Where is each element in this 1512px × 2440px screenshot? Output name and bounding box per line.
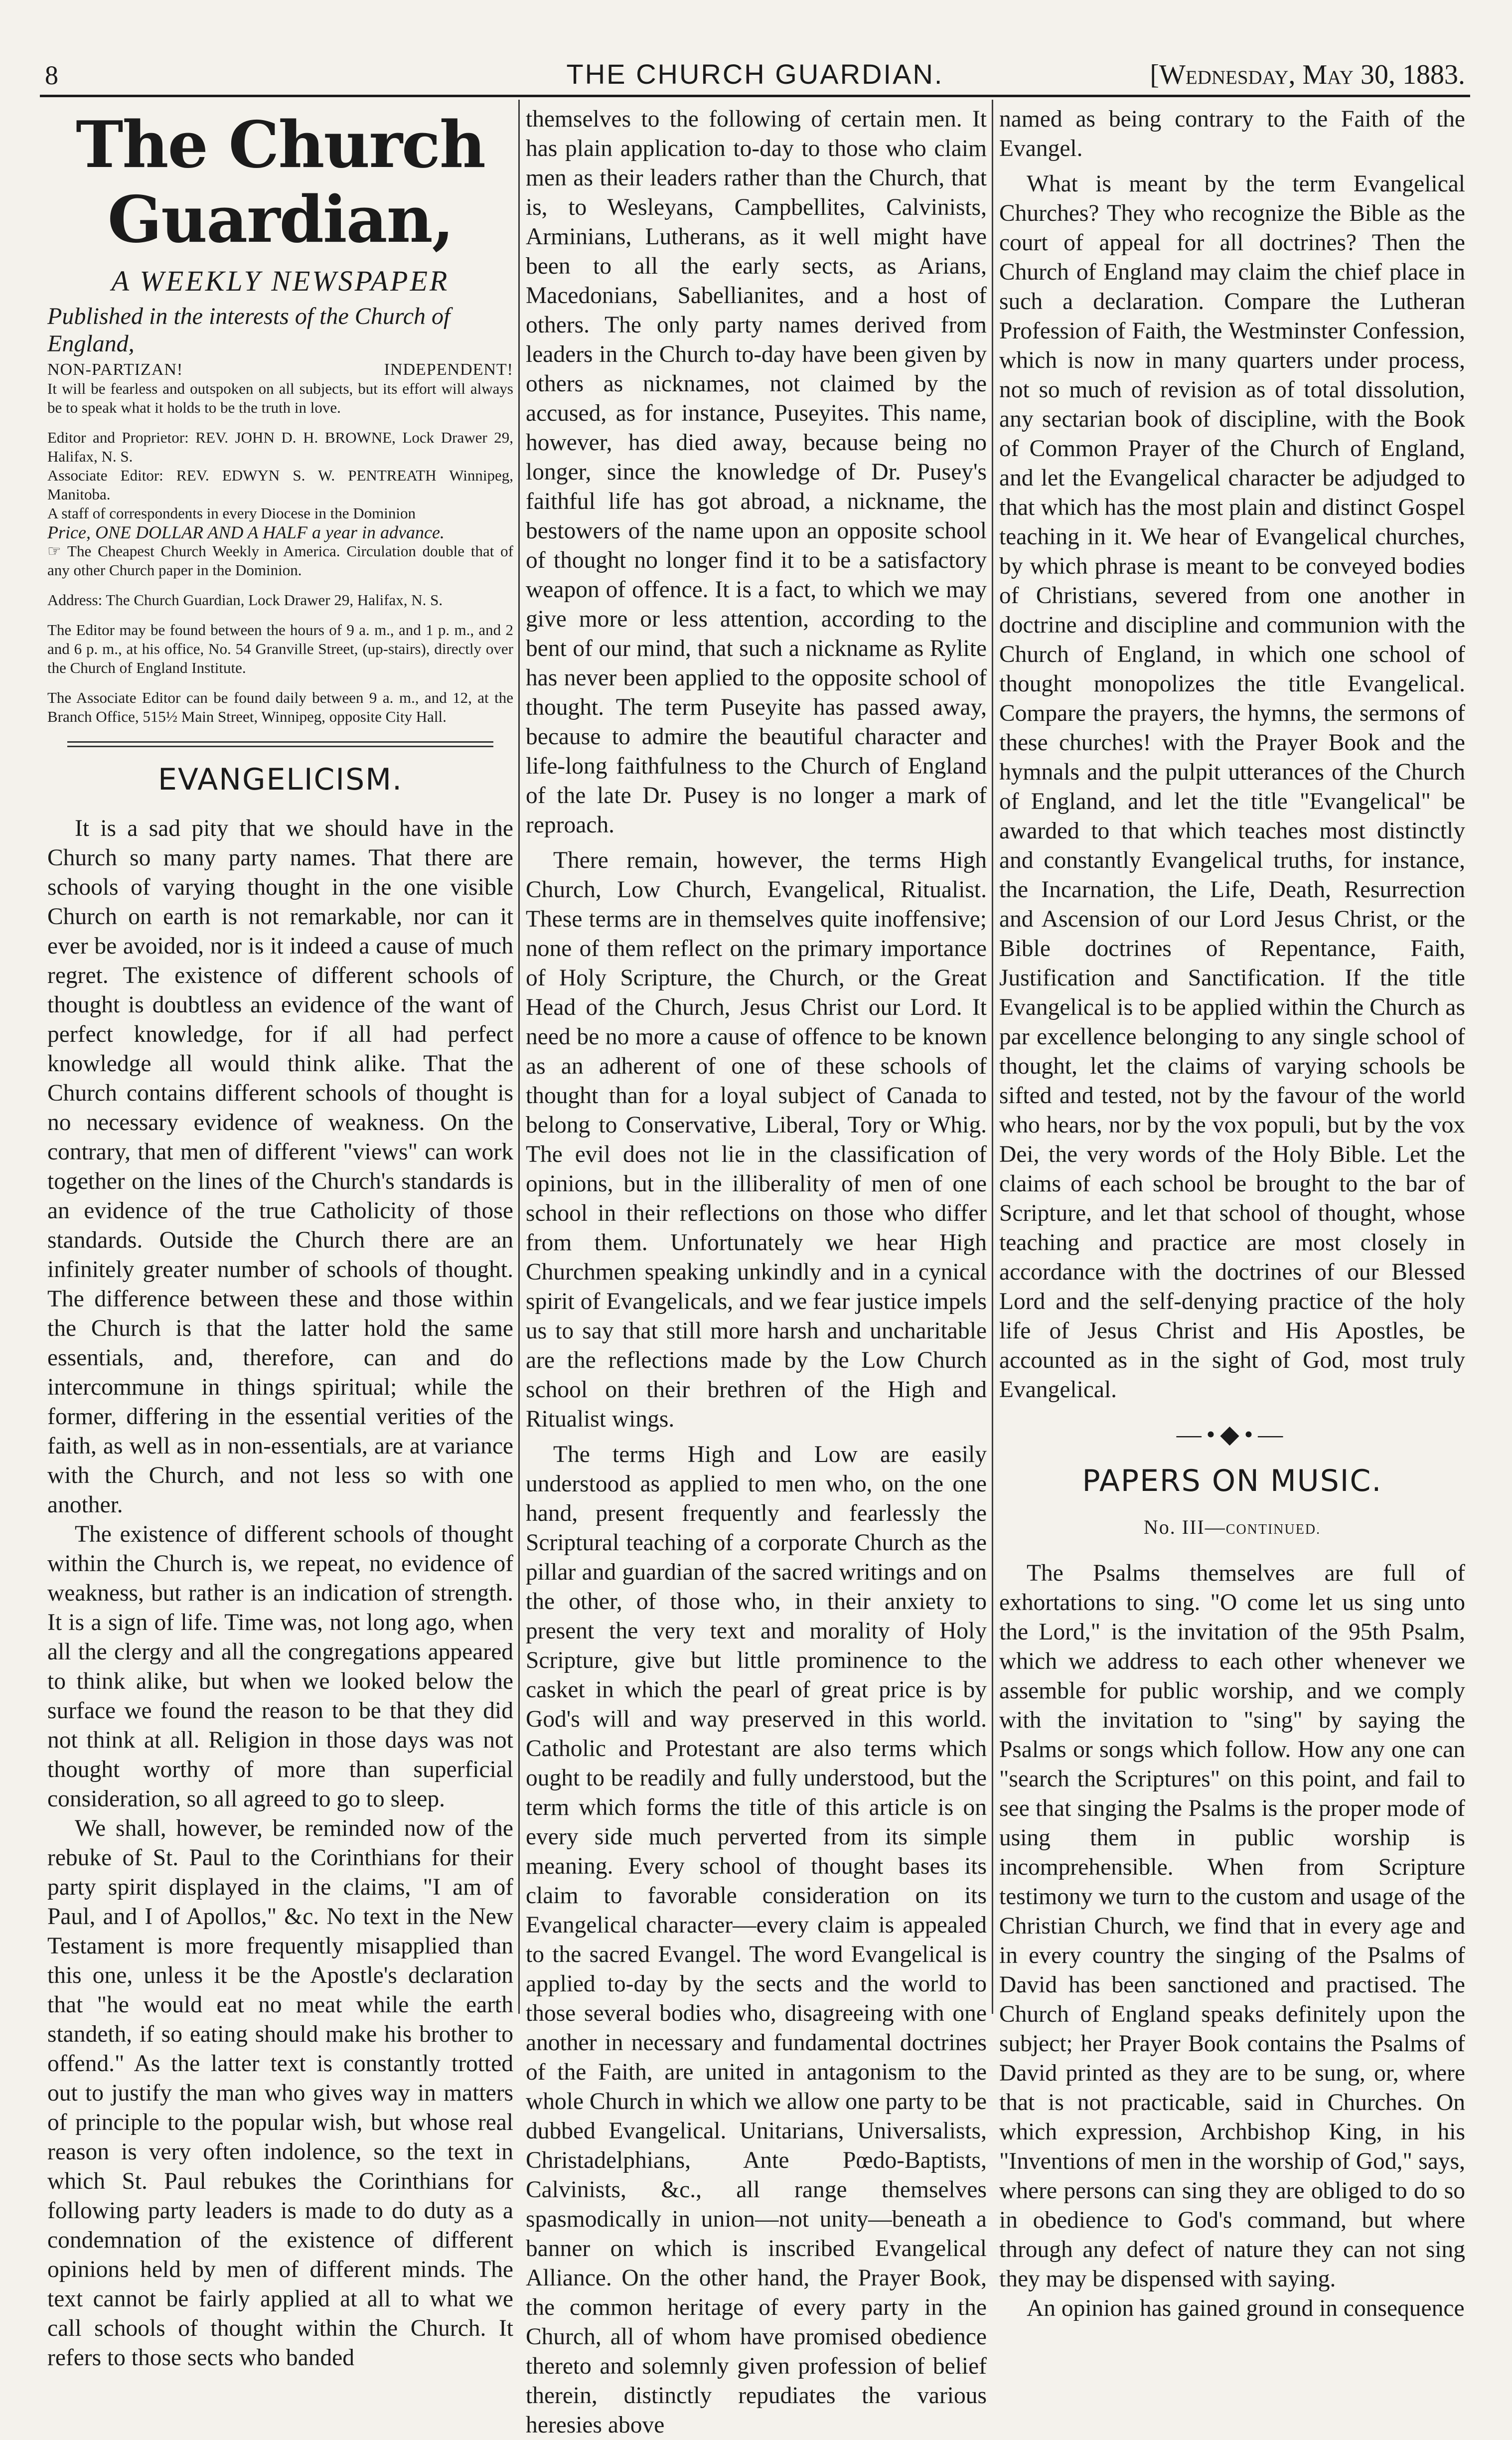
masthead-title: The Church Guardian,: [76, 108, 485, 257]
article-paragraph: What is meant by the term Evangelical Churches? They who recognize the Bible as the court of appeal for all doctrines? Then the Church of England may claim the chief place in such a declaration. Compare the Lutheran Profession of Faith, the Westminster Confession, which is now in many quarters under process, not so much of revision as of total dissolution, any sectarian book of discipline, with the Book of Common Prayer of the Church of England, and let the Evangelical character be adjudged to that which has the most plain and distinct Gospel teaching in it. We hear of Evangelical churches, by which phrase is meant to be conveyed bodies of Christians, severed from one another in doctrine and discipline and communion with the Church of England, in which one school of thought monopolizes the title Evangelical. Compare the prayers, the hymns, the sermons of these churches! with the Prayer Book and the hymnals and the pulpit utterances of the Church of England, and let the title "Evangelical" be awarded to that which teaches most distinctly and constantly Evangelical truths, for instance, the Incarnation, the Life, Death, Resurrection and Ascension of our Lord Jesus Christ, or the Bible doctrines of Repentance, Faith, Justification and Sanctification. If the title Evangelical is to be applied within the Church as par excellence belonging to any single school of thought, let the claims of varying schools be sifted and tested, not by the favour of the world who hears, nor by the vox populi, but by the vox Dei, the very words of the Holy Bible. Let the claims of each school be brought to the bar of Scripture, and let that school of thought, whose teaching and practice are most closely in accordance with the doctrines of our Blessed Lord and the self-denying practice of the holy life of Jesus Christ and His Apostles, be accounted as in the sight of God, most truly Evangelical.: [999, 171, 1465, 1403]
article-paragraph: There remain, however, the terms High Church, Low Church, Evangelical, Ritualist. These terms are in themselves quite inoffensive; none of them reflect on the primary importance of Holy Scripture, the Church, or the Great Head of the Church, Jesus Christ our Lord. It need be no more a cause of offence to be known as an adherent of one of these schools of thought than for a loyal subject of Canada to belong to Conservative, Liberal, Tory or Whig. The evil does not lie in the classification of opinions, but in the illiberality of men of one school in their reflections on those who differ from them. Unfortunately we hear High Churchmen speaking unkindly and in a cynical spirit of Evangelicals, and we fear justice impels us to say that still more harsh and uncharitable are the reflections made by the Low Church school on their brethren of the High and Ritualist wings.: [526, 847, 987, 1432]
running-header: [40, 50, 1470, 97]
newspaper-running-title: THE CHURCH GUARDIAN.: [566, 58, 944, 90]
column-rule: [518, 100, 520, 2014]
article-paragraph: themselves to the following of certain men. It has plain application to-day to those who claim men as their leaders rather than the Church, that is, to Wesleyans, Campbellites, Calvinists, Arminians, Lutherans, as it well might have been to all the early sects, as Arians, Macedonians, Sabellianites, and a host of others. The only party names derived from leaders in the Church to-day have been given by others as nicknames, not claimed by the accused, as for instance, Puseyites. This name, however, has died away, because being no longer, since the knowledge of Dr. Pusey's faithful life has got abroad, a nickname, the bestowers of the name upon an opposite school of thought no longer find it to be a satisfactory weapon of offence. It is a fact, to which we may give more or less attention, according to the bent of our mind, that such a nickname as Rylite has never been applied to the opposite school of thought. The term Puseyite has passed away, because to admire the beautiful character and life-long faithfulness to the Church of England of the late Dr. Pusey is no longer a mark of reproach.: [526, 106, 987, 838]
ornament-divider: —•◆•—: [1176, 1420, 1288, 1448]
column-2: [526, 105, 987, 2438]
article-heading-evangelicism: EVANGELICISM.: [157, 762, 403, 797]
column-1: [47, 105, 513, 2371]
issue-date: [Wednesday, May 30, 1883.: [1150, 59, 1465, 90]
article-paragraph: The existence of different schools of thought within the Church is, we repeat, no evidence of weakness, but rather is an indication of strength. It is a sign of life. Time was, not long ago, when all the clergy and all the congregations appeared to think alike, but when we looked below the surface we found the reason to be that they did not think at all. Religion in those days was not thought worthy of more than superficial consideration, so all agreed to go to sleep.: [47, 1521, 513, 1812]
masthead: [47, 108, 513, 726]
independent-tag: INDEPENDENT!: [384, 360, 513, 379]
non-partizan-tag: NON-PARTIZAN!: [47, 360, 183, 379]
page-number: 8: [45, 60, 58, 90]
continued-label: CONTINUED.: [1225, 1522, 1321, 1537]
article-paragraph: It is a sad pity that we should have in the Church so many party names. That there are schools of varying thought in the one visible Church on earth is not remarkable, nor can it ever be avoided, nor is it indeed a cause of much regret. The existence of different schools of thought is doubtless an evidence of the want of perfect knowledge, for if all had perfect knowledge all would think alike. That the Church contains different schools of thought is no necessary evidence of weakness. On the contrary, that men of different "views" can work together on the lines of the Church's standards is an evidence of the true Catholicity of those standards. Outside the Church there are an infinitely greater number of schools of thought. The difference between these and those within the Church is that the latter hold the same essentials, and, therefore, can and do intercommune in things spiritual; while the former, differing in the essential verities of the faith, as well as in non-essentials, are at variance with the Church, and not less so with one another.: [47, 815, 513, 1518]
column-3: [999, 105, 1465, 2321]
article-subheading: [999, 1515, 1465, 1539]
associate-editor-hours: The Associate Editor can be found daily between 9 a. m., and 12, at the Branch Office, 515½ Main Street, Winnipeg, opposite City Hall.: [47, 689, 513, 725]
installment-number: No. III—: [1143, 1516, 1226, 1538]
masthead-subtitle: A WEEKLY NEWSPAPER: [111, 265, 450, 297]
masthead-published-line: Published in the interests of the Church of England,: [47, 303, 451, 357]
editor-hours: The Editor may be found between the hours of 9 a. m., and 1 p. m., and 2 and 6 p. m., at his office, No. 54 Granville Street, (up-stairs), directly over the Church of England Institute.: [47, 621, 513, 676]
column-rule: [992, 100, 993, 2014]
article-paragraph: The terms High and Low are easily understood as applied to men who, on the one hand, present frequently and fearlessly the Scriptural teaching of a corporate Church as the pillar and guardian of the sacred writings and on the other, of those who, in their anxiety to present the very text and morality of Holy Scripture, give but little prominence to the casket in which the pearl of great price is by God's will and way preserved in this world. Catholic and Protestant are also terms which ought to be readily and fully understood, but the term which forms the title of this article is on every side much perverted from its simple meaning. Every school of thought bases its claim to favorable consideration on its Evangelical character—every claim is appealed to the sacred Evangel. The word Evangelical is applied to-day by the sects and the world to those several bodies who, disagreeing with one another in necessary and fundamental doctrines of the Faith, are united in antagonism to the whole Church in which we allow one party to be dubbed Evangelical. Unitarians, Universalists, Christadelphians, Ante Pœdo-Baptists, Calvinists, &c., all range themselves spasmodically in union—not unity—beneath a banner on which is inscribed Evangelical Alliance. On the other hand, the Prayer Book, the common heritage of every party in the Church, all of whom have promised obedience thereto and solemnly given profession of belief therein, distinctly repudiates the various heresies above: [526, 1442, 987, 2438]
price-line: Price, ONE DOLLAR AND A HALF a year in advance.: [47, 522, 445, 542]
editor-line: Editor and Proprietor: REV. JOHN D. H. BROWNE, Lock Drawer 29, Halifax, N. S.: [47, 429, 513, 465]
article-paragraph: The Psalms themselves are full of exhortations to sing. "O come let us sing unto the Lord," is the invitation of the 95th Psalm, which we address to each other whenever we assemble for public worship, and we comply with the invitation to "sing" by saying the Psalms or songs which follow. How any one can "search the Scriptures" on this point, and fail to see that singing the Psalms is the proper mode of using them in public worship is incomprehensible. When from Scripture testimony we turn to the custom and usage of the Christian Church, we find that in every age and in every country the singing of the Psalms of David has been sanctioned and practised. The Church of England speaks definitely upon the subject; her Prayer Book contains the Psalms of David printed as they are to be sung, or, where that is not practicable, said in Churches. On which expression, Archbishop King, in his "Inventions of men in the worship of God," says, where persons can sing they are obliged to do so in obedience to God's command, but where through any defect of nature they can not sing they may be dispensed with saying.: [999, 1560, 1465, 2292]
article-paragraph: An opinion has gained ground in consequence: [1027, 2295, 1465, 2321]
circulation-line: ☞ The Cheapest Church Weekly in America. Circulation double that of any other Church paper in the Dominion.: [47, 542, 513, 579]
address-line: Address: The Church Guardian, Lock Drawer 29, Halifax, N. S.: [47, 591, 443, 609]
article-heading-music: PAPERS ON MUSIC.: [1082, 1464, 1382, 1498]
article-paragraph: We shall, however, be reminded now of the rebuke of St. Paul to the Corinthians for their party spirit displayed in the claims, "I am of Paul, and I of Apollos," &c. No text in the New Testament is more frequently misapplied than this one, unless it be the Apostle's declaration that "he would eat no meat while the earth standeth, if so eating should make his brother to offend." As the latter text is constantly trotted out to justify the man who gives way in matters of principle to the popular wish, but whose real reason is very often indolence, so the text in which St. Paul rebukes the Corinthians for following party leaders is made to do duty as a condemnation of the existence of different opinions held by men of different minds. The text cannot be fairly applied at all to what we call schools of thought within the Church. It refers to those sects who banded: [47, 1815, 513, 2371]
associate-editor-line: Associate Editor: REV. EDWYN S. W. PENTREATH Winnipeg, Manitoba.: [47, 467, 513, 503]
article-paragraph: named as being contrary to the Faith of the Evangel.: [999, 106, 1465, 162]
correspondents-line: A staff of correspondents in every Diocese in the Dominion: [47, 504, 416, 522]
masthead-tags: [47, 360, 513, 379]
section-divider: [67, 741, 493, 747]
masthead-motto: It will be fearless and outspoken on all subjects, but its effort will always be to speak what it holds to be the truth in love.: [47, 380, 513, 416]
